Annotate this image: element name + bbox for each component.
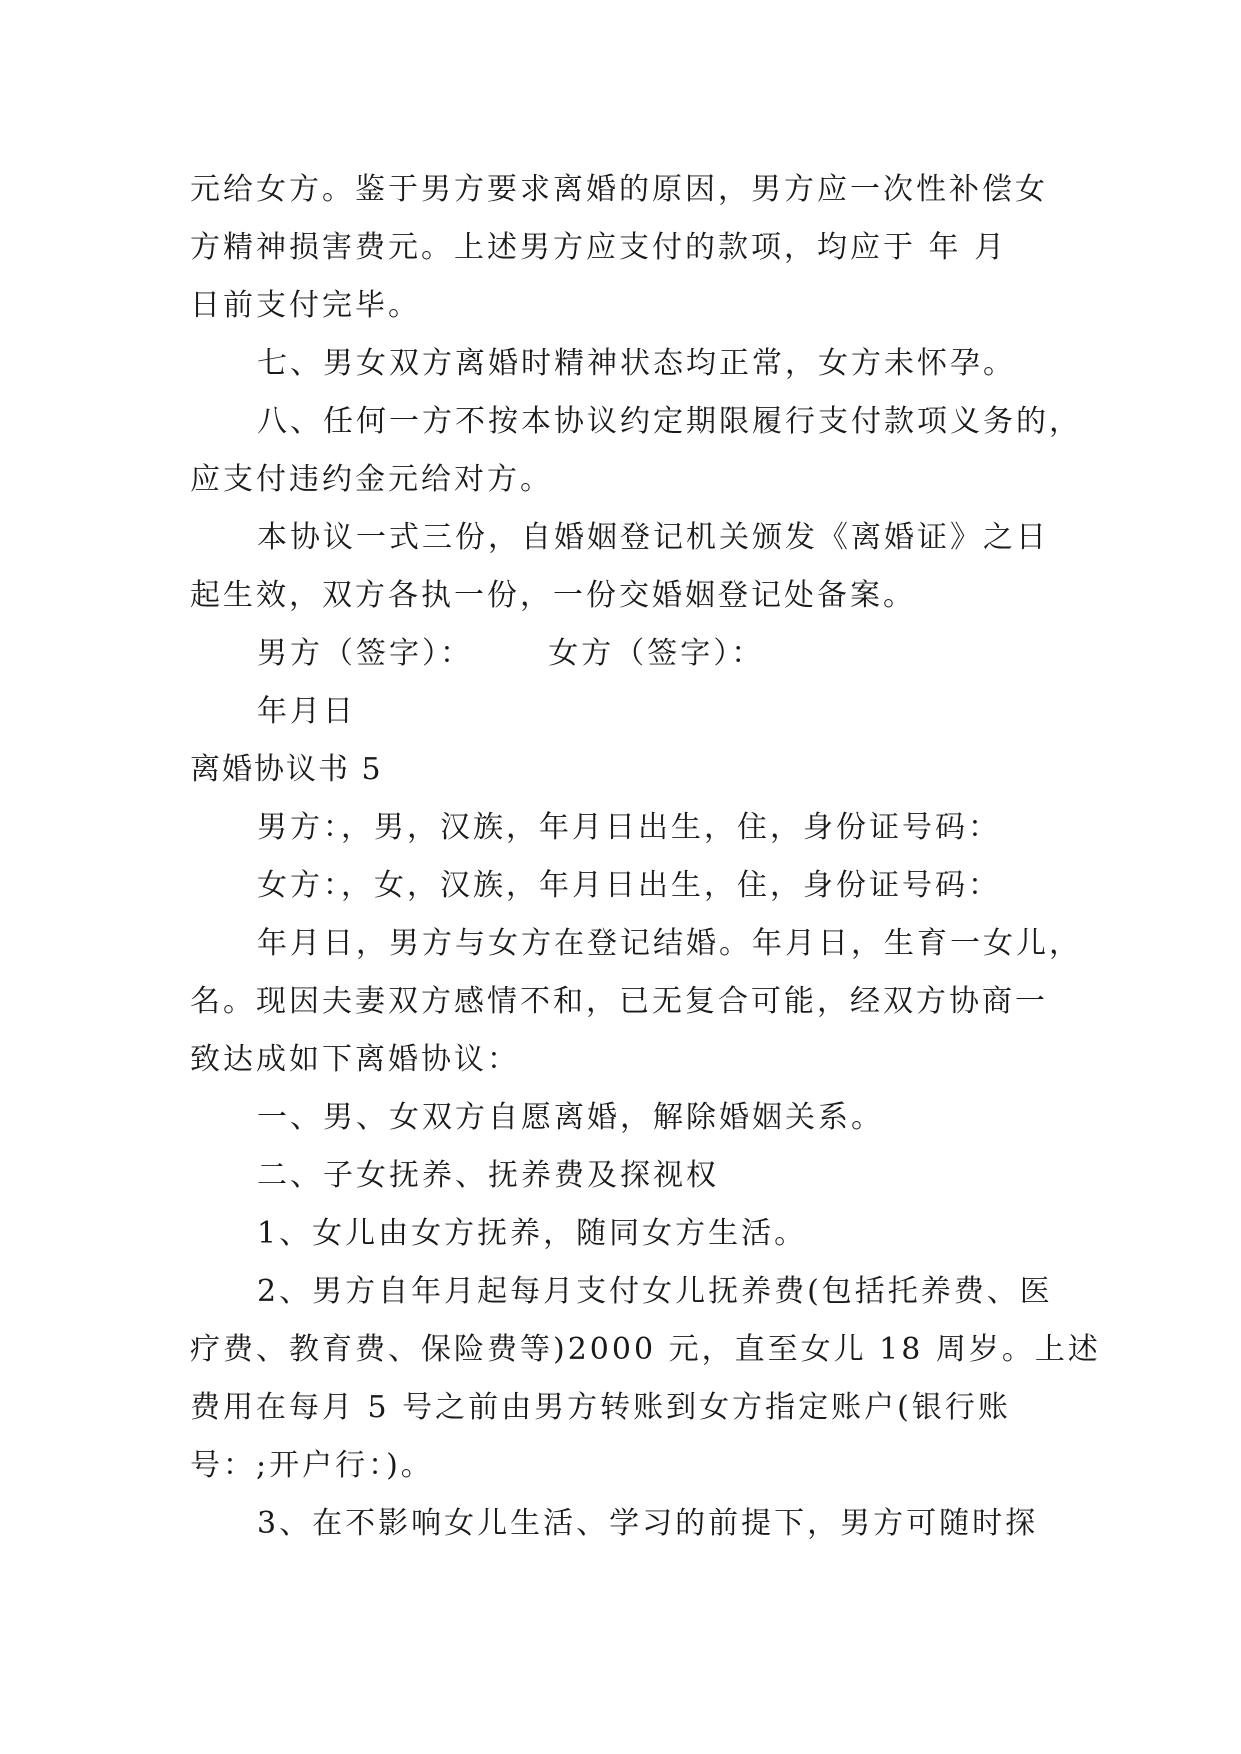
- text-line: 元给女方。鉴于男方要求离婚的原因，男方应一次性补偿女: [190, 172, 1048, 207]
- text-line: 3、在不影响女儿生活、学习的前提下，男方可随时探: [257, 1506, 1039, 1541]
- text-line: 费用在每月 5 号之前由男方转账到女方指定账户(银行账: [190, 1390, 1011, 1425]
- text-line: 疗费、教育费、保险费等)2000 元，直至女儿 18 周岁。上述: [190, 1332, 1101, 1367]
- text-line: 二、子女抚养、抚养费及探视权: [257, 1158, 719, 1193]
- date-line: 年月日: [257, 694, 356, 729]
- signature-line: 男方（签字）： 女方（签字）：: [257, 636, 765, 671]
- text-line: 日前支付完毕。: [190, 288, 421, 323]
- text-line: 本协议一式三份，自婚姻登记机关颁发《离婚证》之日: [257, 520, 1049, 555]
- text-line: 应支付违约金元给对方。: [190, 462, 553, 497]
- text-line: 八、任何一方不按本协议约定期限履行支付款项义务的，: [257, 404, 1082, 439]
- text-line: 方精神损害费元。上述男方应支付的款项，均应于 年 月: [190, 230, 1008, 265]
- text-line: 女方：，女，汉族，年月日出生，住，身份证号码：: [257, 868, 1001, 903]
- text-line: 七、男女双方离婚时精神状态均正常，女方未怀孕。: [257, 346, 1016, 381]
- text-line: 1、女儿由女方抚养，随同女方生活。: [257, 1216, 808, 1251]
- text-line: 名。现因夫妻双方感情不和，已无复合可能，经双方协商一: [190, 984, 1048, 1019]
- text-line: 男方：，男，汉族，年月日出生，住，身份证号码：: [257, 810, 1001, 845]
- section-heading: 离婚协议书 5: [190, 752, 383, 787]
- text-line: 号：;开户行：)。: [190, 1448, 434, 1483]
- text-line: 致达成如下离婚协议：: [190, 1042, 520, 1077]
- text-line: 年月日，男方与女方在登记结婚。年月日，生育一女儿，: [257, 926, 1082, 961]
- text-line: 起生效，双方各执一份，一份交婚姻登记处备案。: [190, 578, 916, 613]
- text-line: 2、男方自年月起每月支付女儿抚养费(包括托养费、医: [257, 1274, 1053, 1309]
- text-line: 一、男、女双方自愿离婚，解除婚姻关系。: [257, 1100, 884, 1135]
